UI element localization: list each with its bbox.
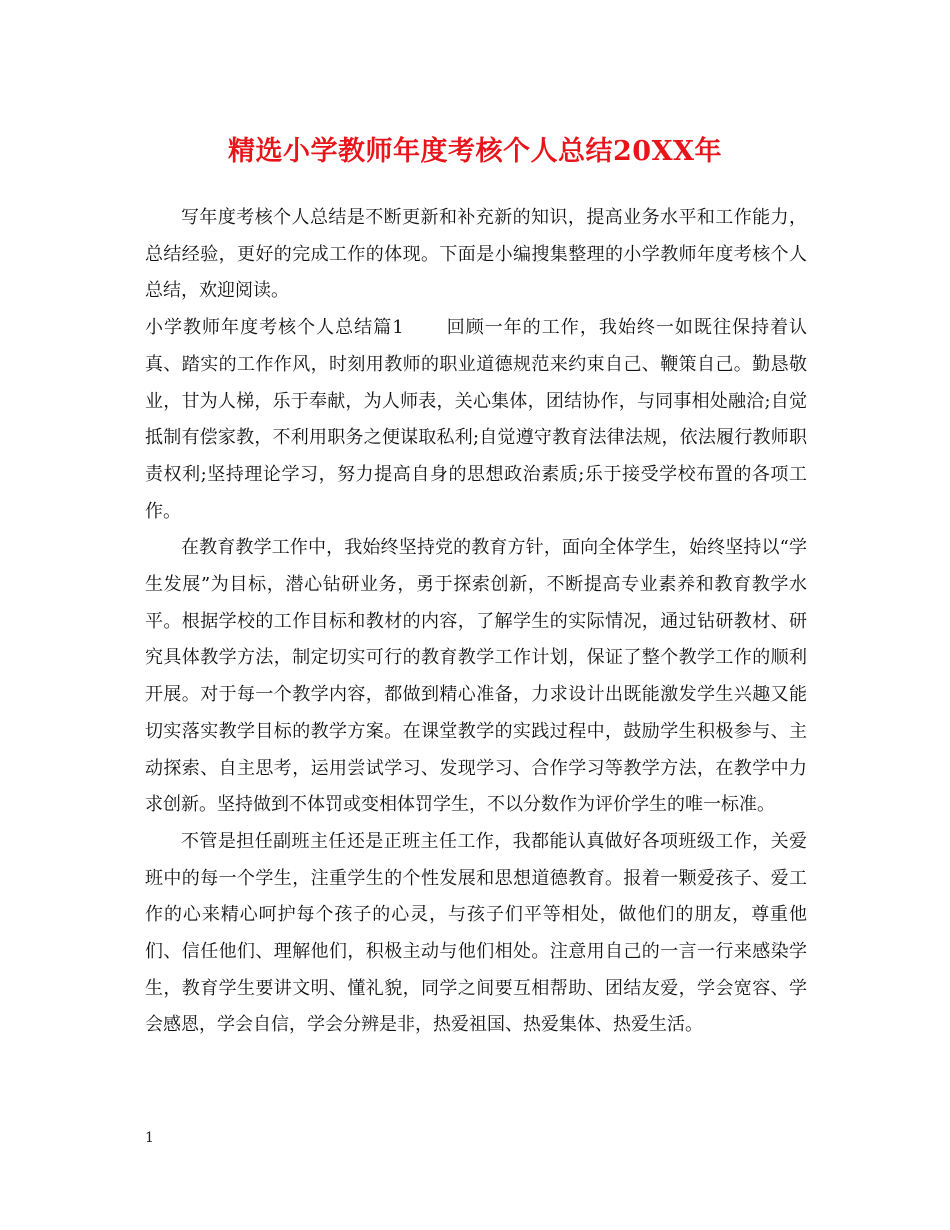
intro-paragraph: 写年度考核个人总结是不断更新和补充新的知识，提高业务水平和工作能力，总结经验，更好的完成工作的体现。下面是小编搜集整理的小学教师年度考核个人总结，欢迎阅读。 — [145, 207, 807, 302]
class-management-paragraph: 不管是担任副班主任还是正班主任工作，我都能认真做好各项班级工作，关爱班中的每一个学生，注重学生的个性发展和思想道德教育。报着一颗爱孩子、爱工作的心来精心呵护每个孩子的心灵，与孩子们平等相处，做他们的朋友，尊重他们、信任他们、理解他们，积极主动与他们相处。注意用自己的一言一行来感染学生，教育学生要讲文明、懂礼貌，同学之间要互相帮助、团结友爱，学会宽容、学会感恩，学会自信，学会分辨是非，热爱祖国、热爱集体、热爱生活。 — [145, 830, 807, 1036]
page-number: 1 — [145, 1130, 154, 1146]
section-paragraph — [145, 310, 807, 530]
teaching-paragraph: 在教育教学工作中，我始终坚持党的教育方针，面向全体学生，始终坚持以“学生发展”为目标，潜心钻研业务，勇于探索创新，不断提高专业素养和教育教学水平。根据学校的工作目标和教材的内容，了解学生的实际情况，通过钻研教材、研究具体教学方法，制定切实可行的教育教学工作计划，保证了整个教学工作的顺利开展。对于每一个教学内容，都做到精心准备，力求设计出既能激发学生兴趣又能切实落实教学目标的教学方案。在课堂教学的实践过程中，鼓励学生积极参与、主动探索、自主思考，运用尝试学习、发现学习、合作学习等教学方法，在教学中力求创新。坚持做到不体罚或变相体罚学生，不以分数作为评价学生的唯一标准。 — [145, 537, 807, 816]
section-first-paragraph: 回顾一年的工作，我始终一如既往保持着认真、踏实的工作作风，时刻用教师的职业道德规范来约束自己、鞭策自己。勤恳敬业，甘为人梯，乐于奉献，为人师表，关心集体，团结协作，与同事相处融洽;自觉抵制有偿家教，不利用职务之便谋取私利;自觉遵守教育法律法规，依法履行教师职责权利;坚持理论学习，努力提高自身的思想政治素质;乐于接受学校布置的各项工作。 — [145, 317, 808, 522]
document-body — [145, 200, 807, 1044]
section-heading: 小学教师年度考核个人总结篇1 — [145, 317, 404, 339]
document-title: 精选小学教师年度考核个人总结20XX年 — [228, 136, 722, 167]
